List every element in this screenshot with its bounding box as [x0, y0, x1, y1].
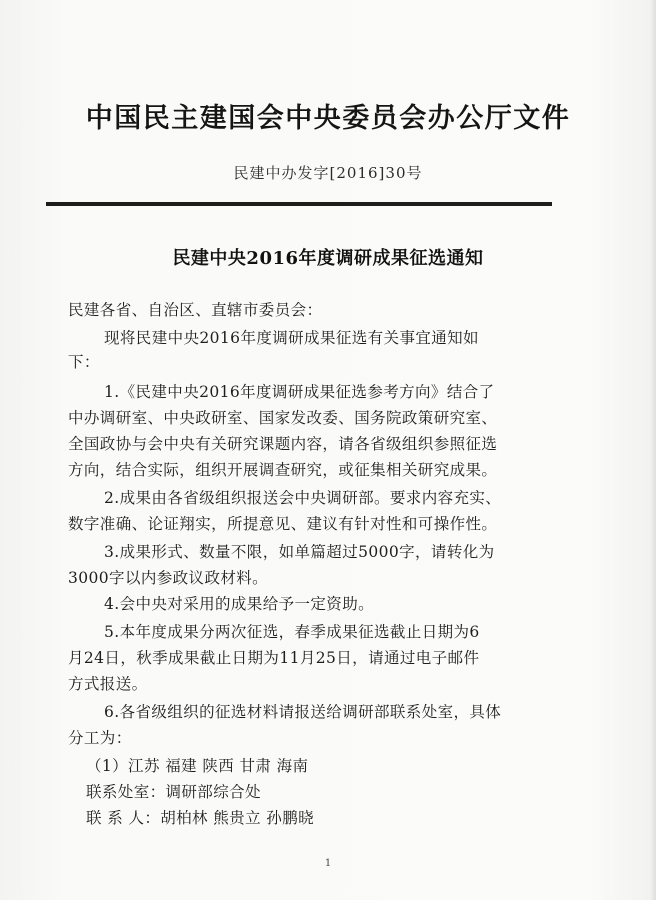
notice-title: 民建中央2016年度调研成果征选通知: [172, 248, 484, 269]
item-5-line-1: 5.本年度成果分两次征选，春季成果征选截止日期为6: [104, 623, 480, 641]
item-5-line-2: 月24日，秋季成果截止日期为11月25日，请通过电子邮件: [68, 649, 480, 667]
salutation: 民建各省、自治区、直辖市委员会：: [68, 301, 323, 319]
contact-people: 联 系 人：胡柏林 熊贵立 孙鹏晓: [86, 809, 315, 827]
page-edge-shadow: [650, 0, 656, 900]
contact-office: 联系处室：调研部综合处: [86, 783, 261, 801]
item-4-line-1: 4.会中央对采用的成果给予一定资助。: [104, 595, 374, 613]
item-6-line-1: 6.各省级组织的征选材料请报送给调研部联系处室，具体: [104, 703, 502, 721]
header-divider: [46, 202, 552, 206]
item-6-subgroup-1: （1）江苏 福建 陕西 甘肃 海南: [86, 757, 309, 775]
item-1-line-2: 中办调研室、中央政研室、国家发改委、国务院政策研究室、: [68, 409, 498, 427]
item-5-line-3: 方式报送。: [68, 675, 148, 693]
item-1-line-3: 全国政协与会中央有关研究课题内容，请各省级组织参照征选: [68, 435, 498, 453]
intro-line-2: 下：: [68, 353, 100, 371]
item-3-line-2: 3000字以内参政议政材料。: [68, 569, 269, 587]
item-1-line-4: 方向，结合实际，组织开展调查研究，或征集相关研究成果。: [68, 461, 498, 479]
document-number: 民建中办发字[2016]30号: [233, 164, 423, 182]
intro-line-1: 现将民建中央2016年度调研成果征选有关事宜通知如: [104, 329, 479, 347]
page-number: 1: [324, 858, 332, 869]
item-2-line-2: 数字准确、论证翔实，所提意见、建议有针对性和可操作性。: [68, 515, 498, 533]
item-6-line-2: 分工为：: [68, 729, 132, 747]
item-3-line-1: 3.成果形式、数量不限，如单篇超过5000字，请转化为: [104, 543, 495, 561]
item-1-line-1: 1.《民建中央2016年度调研成果征选参考方向》结合了: [104, 383, 495, 401]
item-2-line-1: 2.成果由各省级组织报送会中央调研部。要求内容充实、: [104, 489, 502, 507]
document-header-title: 中国民主建国会中央委员会办公厅文件: [85, 103, 571, 134]
